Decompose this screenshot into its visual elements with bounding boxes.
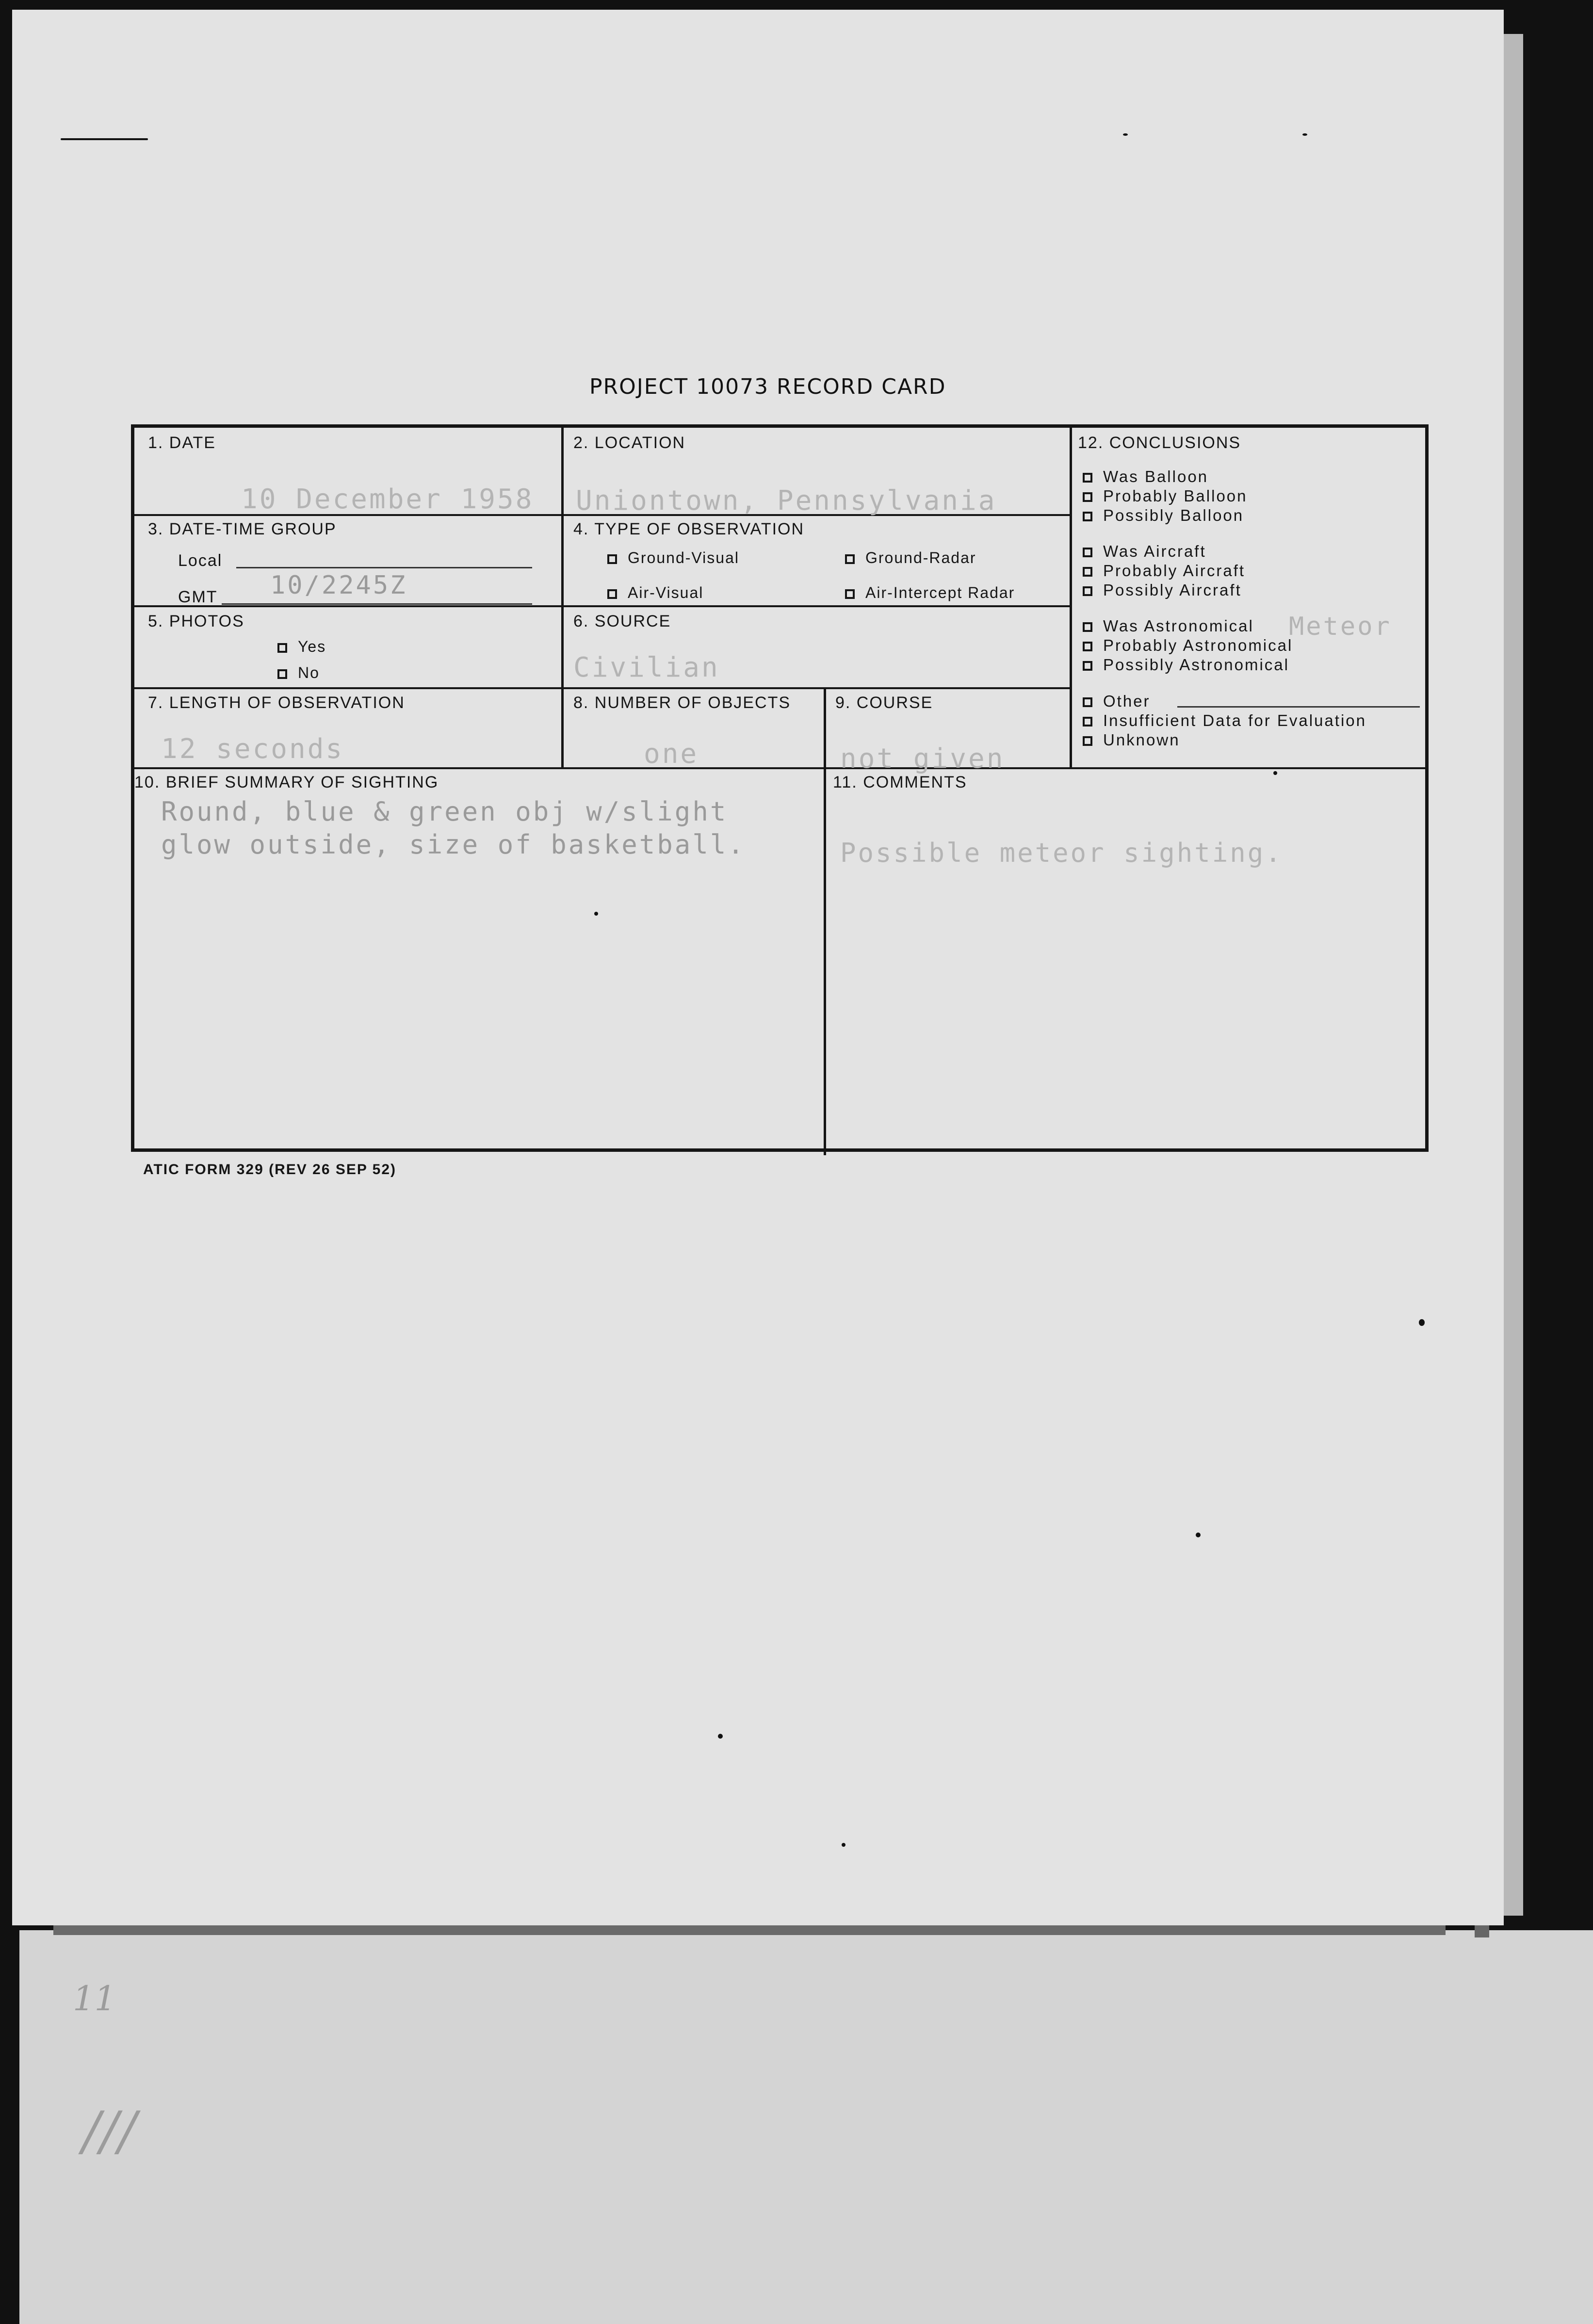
objects-label: 8. NUMBER OF OBJECTS bbox=[573, 694, 791, 712]
summary-line-1: Round, blue & green obj w/slight bbox=[161, 796, 728, 827]
conclusion-item: Insufficient Data for Evaluation bbox=[1083, 711, 1366, 730]
conclusion-item: Was Balloon bbox=[1083, 468, 1208, 486]
location-value: Uniontown, Pennsylvania bbox=[576, 485, 997, 516]
course-value: not given bbox=[840, 743, 1005, 775]
obs-ground-visual: Ground-Visual bbox=[607, 549, 739, 567]
date-label: 1. DATE bbox=[148, 434, 216, 452]
conclusion-item: Other bbox=[1083, 692, 1151, 710]
summary-label: 10. BRIEF SUMMARY OF SIGHTING bbox=[134, 773, 439, 791]
conclusion-item: Probably Aircraft bbox=[1083, 562, 1245, 580]
conclusion-item: Unknown bbox=[1083, 731, 1180, 749]
course-label: 9. COURSE bbox=[835, 694, 933, 712]
comments-value: Possible meteor sighting. bbox=[840, 838, 1283, 868]
dtg-label: 3. DATE-TIME GROUP bbox=[148, 520, 337, 538]
obs-air-visual: Air-Visual bbox=[607, 584, 703, 602]
dtg-gmt-label: GMT bbox=[178, 588, 218, 606]
photos-yes: Yes bbox=[277, 638, 326, 656]
photos-label: 5. PHOTOS bbox=[148, 612, 244, 630]
dtg-gmt-value: 10/2245Z bbox=[270, 571, 407, 600]
conclusions-label: 12. CONCLUSIONS bbox=[1078, 434, 1241, 452]
record-card-page bbox=[12, 10, 1504, 1925]
date-value: 10 December 1958 bbox=[241, 484, 534, 515]
obs-type-label: 4. TYPE OF OBSERVATION bbox=[573, 520, 805, 538]
record-card-form bbox=[131, 424, 1429, 1152]
conclusion-item: Possibly Aircraft bbox=[1083, 581, 1242, 599]
obs-air-intercept-radar: Air-Intercept Radar bbox=[845, 584, 1015, 602]
source-label: 6. SOURCE bbox=[573, 612, 671, 630]
faint-scribble: /// bbox=[82, 2100, 137, 2162]
summary-line-2: glow outside, size of basketball. bbox=[161, 829, 746, 860]
length-label: 7. LENGTH OF OBSERVATION bbox=[148, 694, 405, 712]
dtg-local-label: Local bbox=[178, 551, 223, 570]
card-title: PROJECT 10073 RECORD CARD bbox=[589, 374, 946, 399]
objects-value: one bbox=[644, 738, 699, 770]
source-value: Civilian bbox=[573, 652, 720, 683]
form-number: ATIC FORM 329 (REV 26 SEP 52) bbox=[143, 1162, 397, 1178]
obs-ground-visual-checkbox bbox=[607, 554, 617, 564]
conclusion-item: Was Aircraft bbox=[1083, 542, 1206, 561]
obs-ground-radar: Ground-Radar bbox=[845, 549, 976, 567]
photos-yes-checkbox bbox=[277, 643, 287, 653]
obs-ground-radar-checkbox bbox=[845, 554, 855, 564]
underlying-sheet bbox=[19, 1930, 1593, 2324]
location-label: 2. LOCATION bbox=[573, 434, 686, 452]
conclusion-item: Probably Astronomical bbox=[1083, 636, 1293, 655]
conclusion-item-checked: Was Astronomical bbox=[1083, 617, 1254, 635]
length-value: 12 seconds bbox=[161, 733, 344, 765]
obs-air-intercept-radar-checkbox bbox=[845, 589, 855, 599]
conclusion-item: Possibly Astronomical bbox=[1083, 656, 1289, 674]
photos-no-checkbox bbox=[277, 669, 287, 679]
faint-mark: 11 bbox=[73, 1979, 116, 2018]
obs-air-visual-checkbox bbox=[607, 589, 617, 599]
photos-no: No bbox=[277, 664, 320, 682]
comments-label: 11. COMMENTS bbox=[833, 773, 967, 791]
conclusion-item: Possibly Balloon bbox=[1083, 506, 1244, 525]
conclusion-item: Probably Balloon bbox=[1083, 487, 1248, 505]
conclusion-annotation: Meteor bbox=[1289, 612, 1392, 641]
